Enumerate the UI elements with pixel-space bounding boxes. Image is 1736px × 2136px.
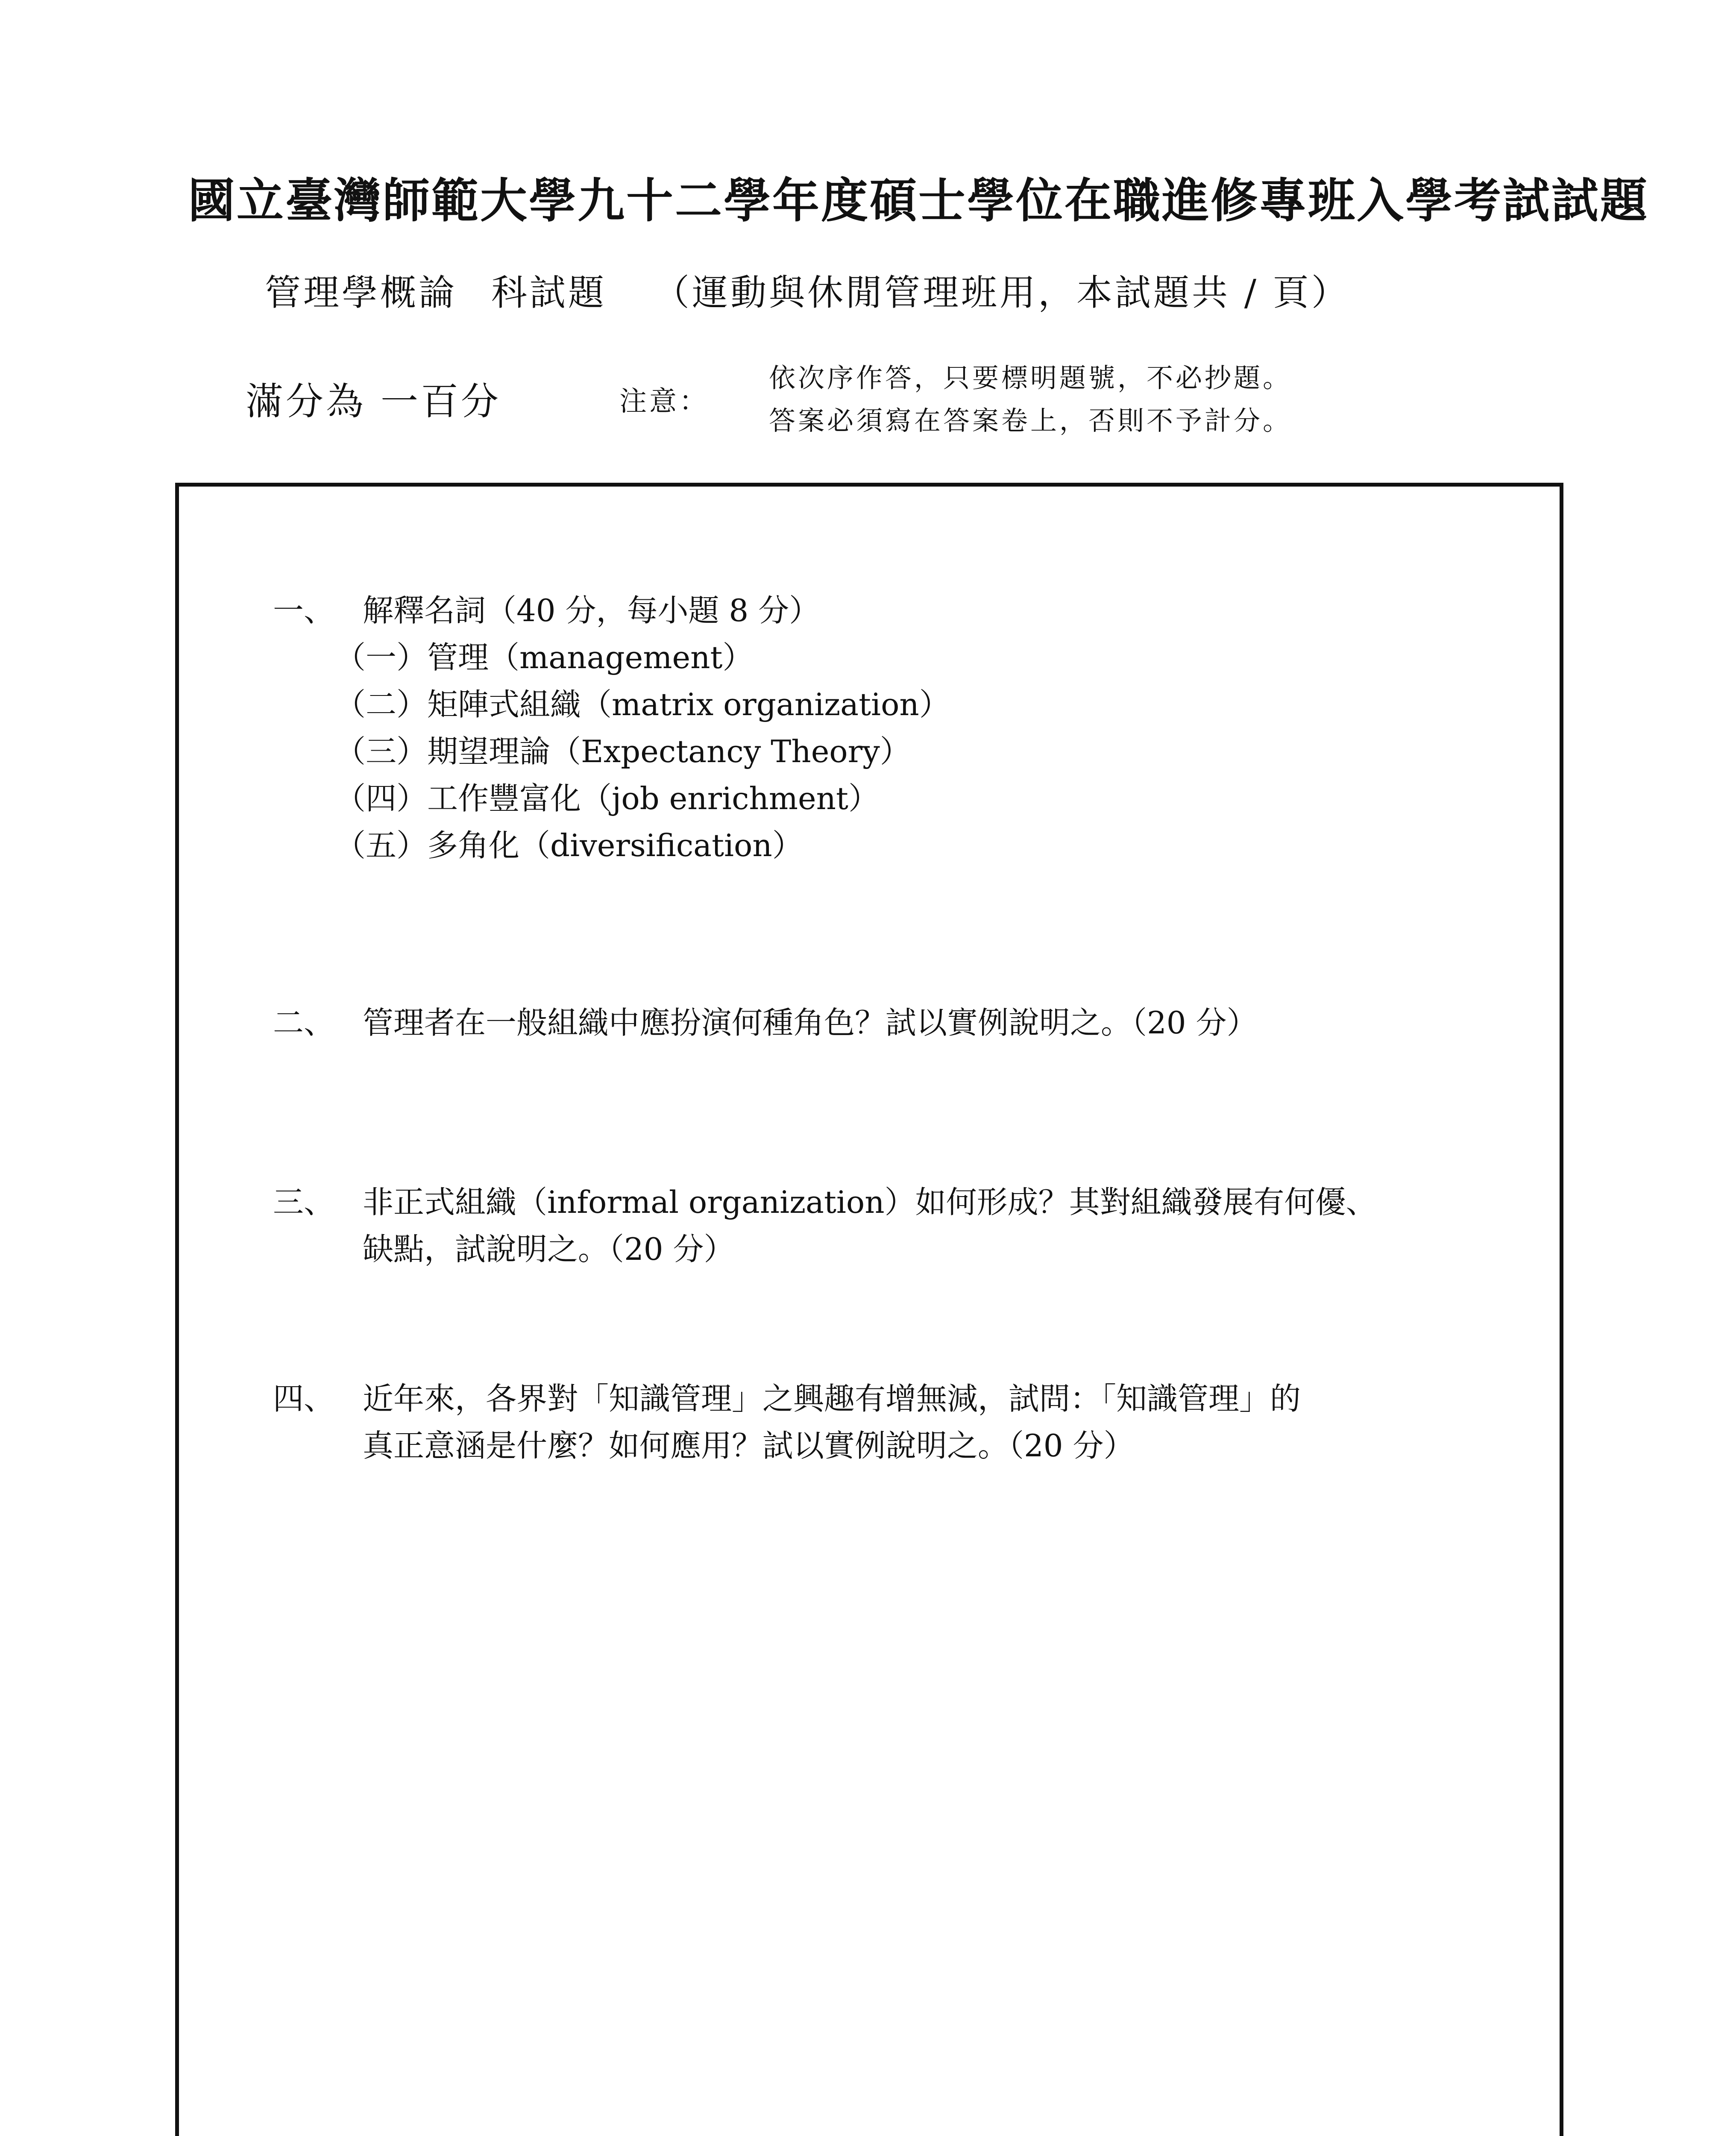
question-1-item: （四）工作豐富化（job enrichment）: [335, 780, 879, 816]
question-1-item: （五）多角化（diversification）: [335, 827, 803, 863]
notice-lines: [769, 357, 1292, 442]
question-3-text-line-1: 非正式組織（informal organization）如何形成？其對組織發展有何優、: [363, 1184, 1377, 1220]
full-score: 滿分為 一百分: [246, 379, 501, 423]
question-1-text: 解釋名詞（40 分，每小題 8 分）: [363, 593, 820, 628]
notice-label: 注意：: [619, 386, 709, 417]
subject-name: 管理學概論: [265, 272, 457, 314]
class-page-note: （運動與休閒管理班用，本試題共 / 頁）: [654, 272, 1350, 314]
question-4-text-line-1: 近年來，各界對「知識管理」之興趣有增無減，試問：「知識管理」的: [363, 1381, 1301, 1417]
notice-line: 依次序作答，只要標明題號，不必抄題。: [769, 362, 1292, 393]
question-4-text-line-2: 真正意涵是什麼？如何應用？試以實例說明之。（20 分）: [363, 1428, 1135, 1464]
question-box: [175, 483, 1563, 2136]
subject-line: [265, 267, 1350, 318]
exam-title: 國立臺灣師範大學九十二學年度碩士學位在職進修專班入學考試試題: [188, 173, 1649, 228]
question-2-number: 二、: [273, 1005, 335, 1041]
question-1-item: （一）管理（management）: [335, 640, 754, 675]
question-1-item: （三）期望理論（Expectancy Theory）: [335, 734, 911, 769]
question-3-text-line-2: 缺點，試說明之。（20 分）: [363, 1231, 735, 1267]
question-1-item: （二）矩陣式組織（matrix organization）: [335, 687, 950, 722]
question-1-number: 一、: [273, 593, 335, 628]
question-4-number: 四、: [273, 1381, 335, 1417]
question-2-text: 管理者在一般組織中應扮演何種角色？試以實例說明之。（20 分）: [363, 1005, 1258, 1041]
question-3-number: 三、: [273, 1184, 335, 1220]
notice-line: 答案必須寫在答案卷上，否則不予計分。: [769, 405, 1292, 436]
subject-suffix: 科試題: [491, 272, 607, 314]
